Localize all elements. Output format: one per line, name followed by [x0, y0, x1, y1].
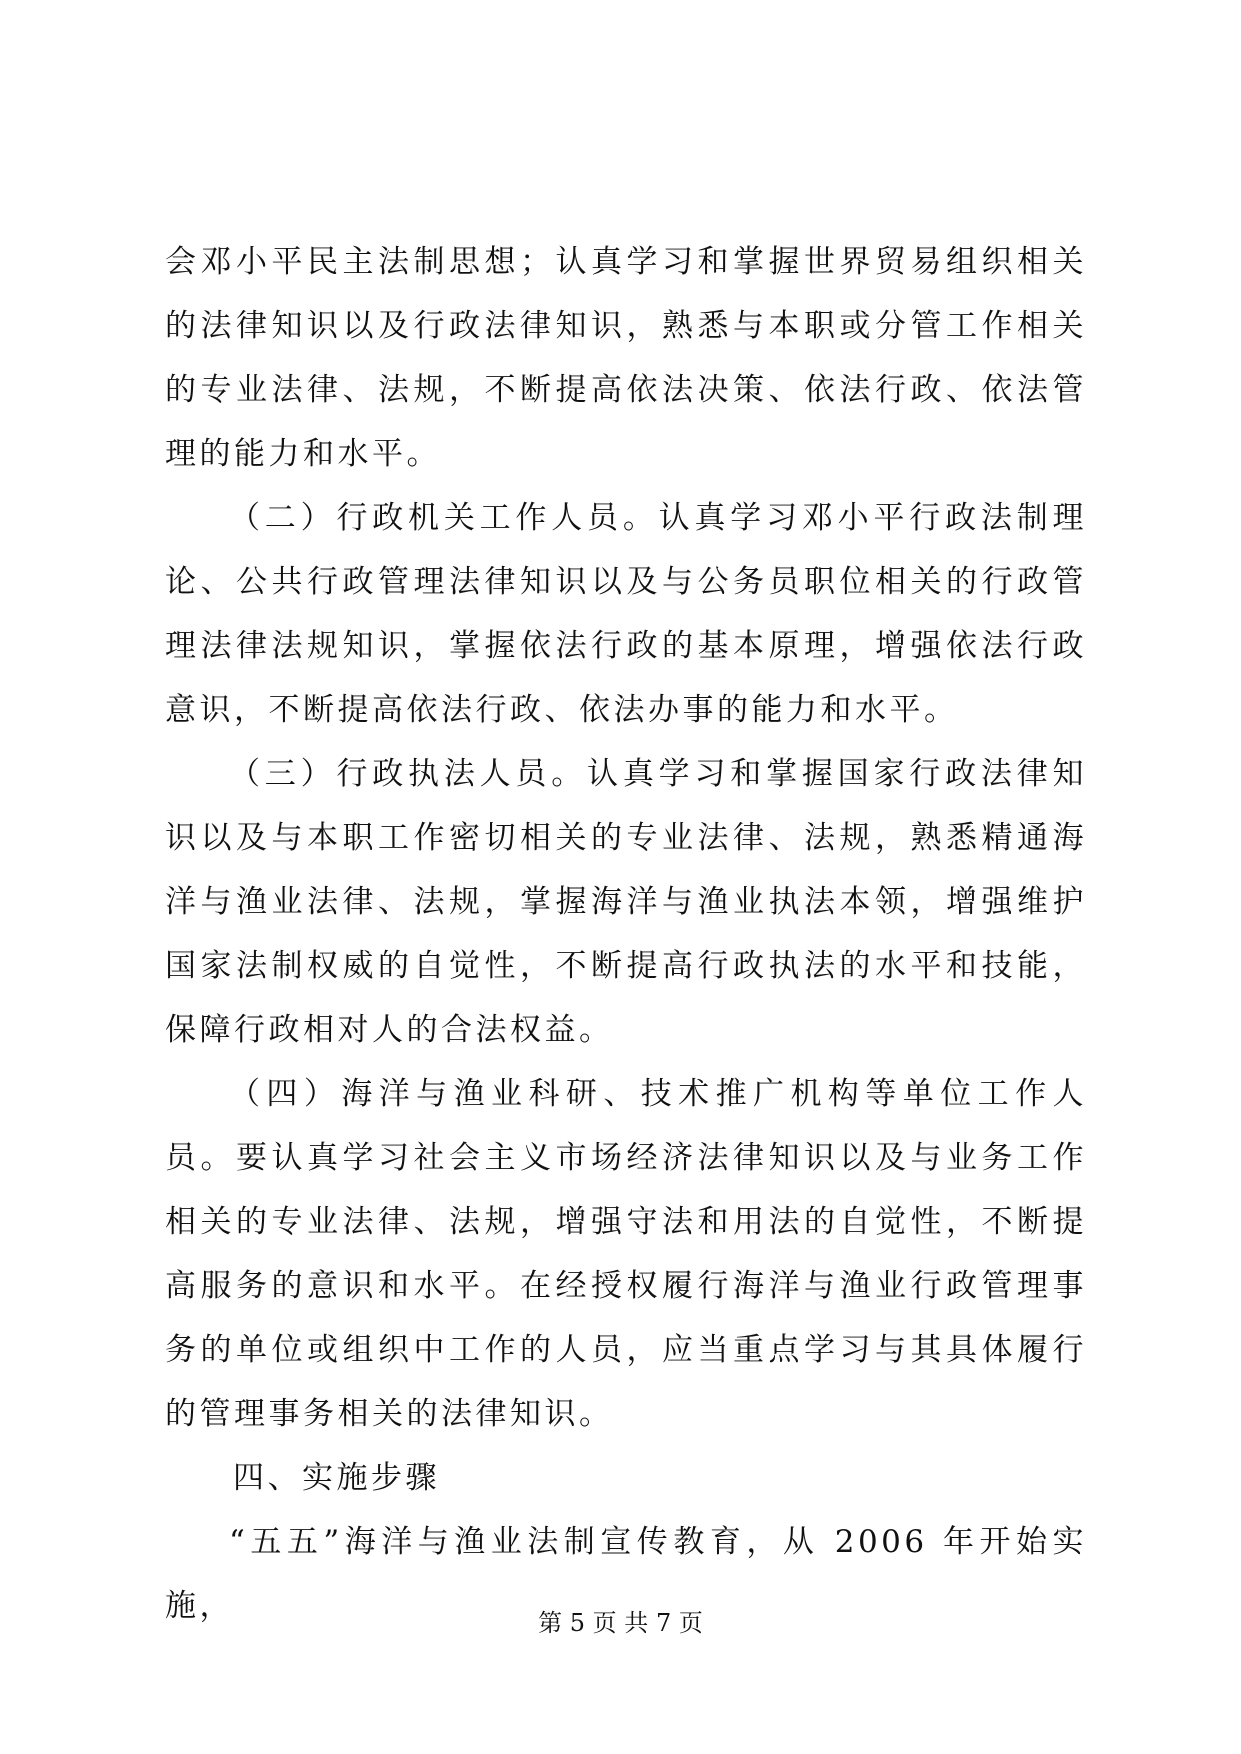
paragraph-section-2: （二）行政机关工作人员。认真学习邓小平行政法制理论、公共行政管理法律知识以及与公务员职位相关的行政管理法律法规知识，掌握依法行政的基本原理，增强依法行政意识，不断提高依法行政、依法办事的能力和水平。 [165, 500, 1087, 728]
document-body [165, 230, 1087, 1638]
paragraph-continuation: 会邓小平民主法制思想；认真学习和掌握世界贸易组织相关的法律知识以及行政法律知识，熟悉与本职或分管工作相关的专业法律、法规，不断提高依法决策、依法行政、依法管理的能力和水平。 [165, 244, 1087, 472]
page-footer: 第 5 页 共 7 页 [538, 1609, 703, 1637]
paragraph-section-3: （三）行政执法人员。认真学习和掌握国家行政法律知识以及与本职工作密切相关的专业法律、法规，熟悉精通海洋与渔业法律、法规，掌握海洋与渔业执法本领，增强维护国家法制权威的自觉性，不断提高行政执法的水平和技能，保障行政相对人的合法权益。 [165, 756, 1087, 1048]
paragraph-section-4: （四）海洋与渔业科研、技术推广机构等单位工作人员。要认真学习社会主义市场经济法律知识以及与业务工作相关的专业法律、法规，增强守法和用法的自觉性，不断提高服务的意识和水平。在经授权履行海洋与渔业行政管理事务的单位或组织中工作的人员，应当重点学习与其具体履行的管理事务相关的法律知识。 [165, 1076, 1087, 1432]
paragraph-implementation: “五五”海洋与渔业法制宣传教育，从 2006 年开始实施， [165, 1524, 1087, 1624]
section-heading: 四、实施步骤 [233, 1460, 440, 1496]
